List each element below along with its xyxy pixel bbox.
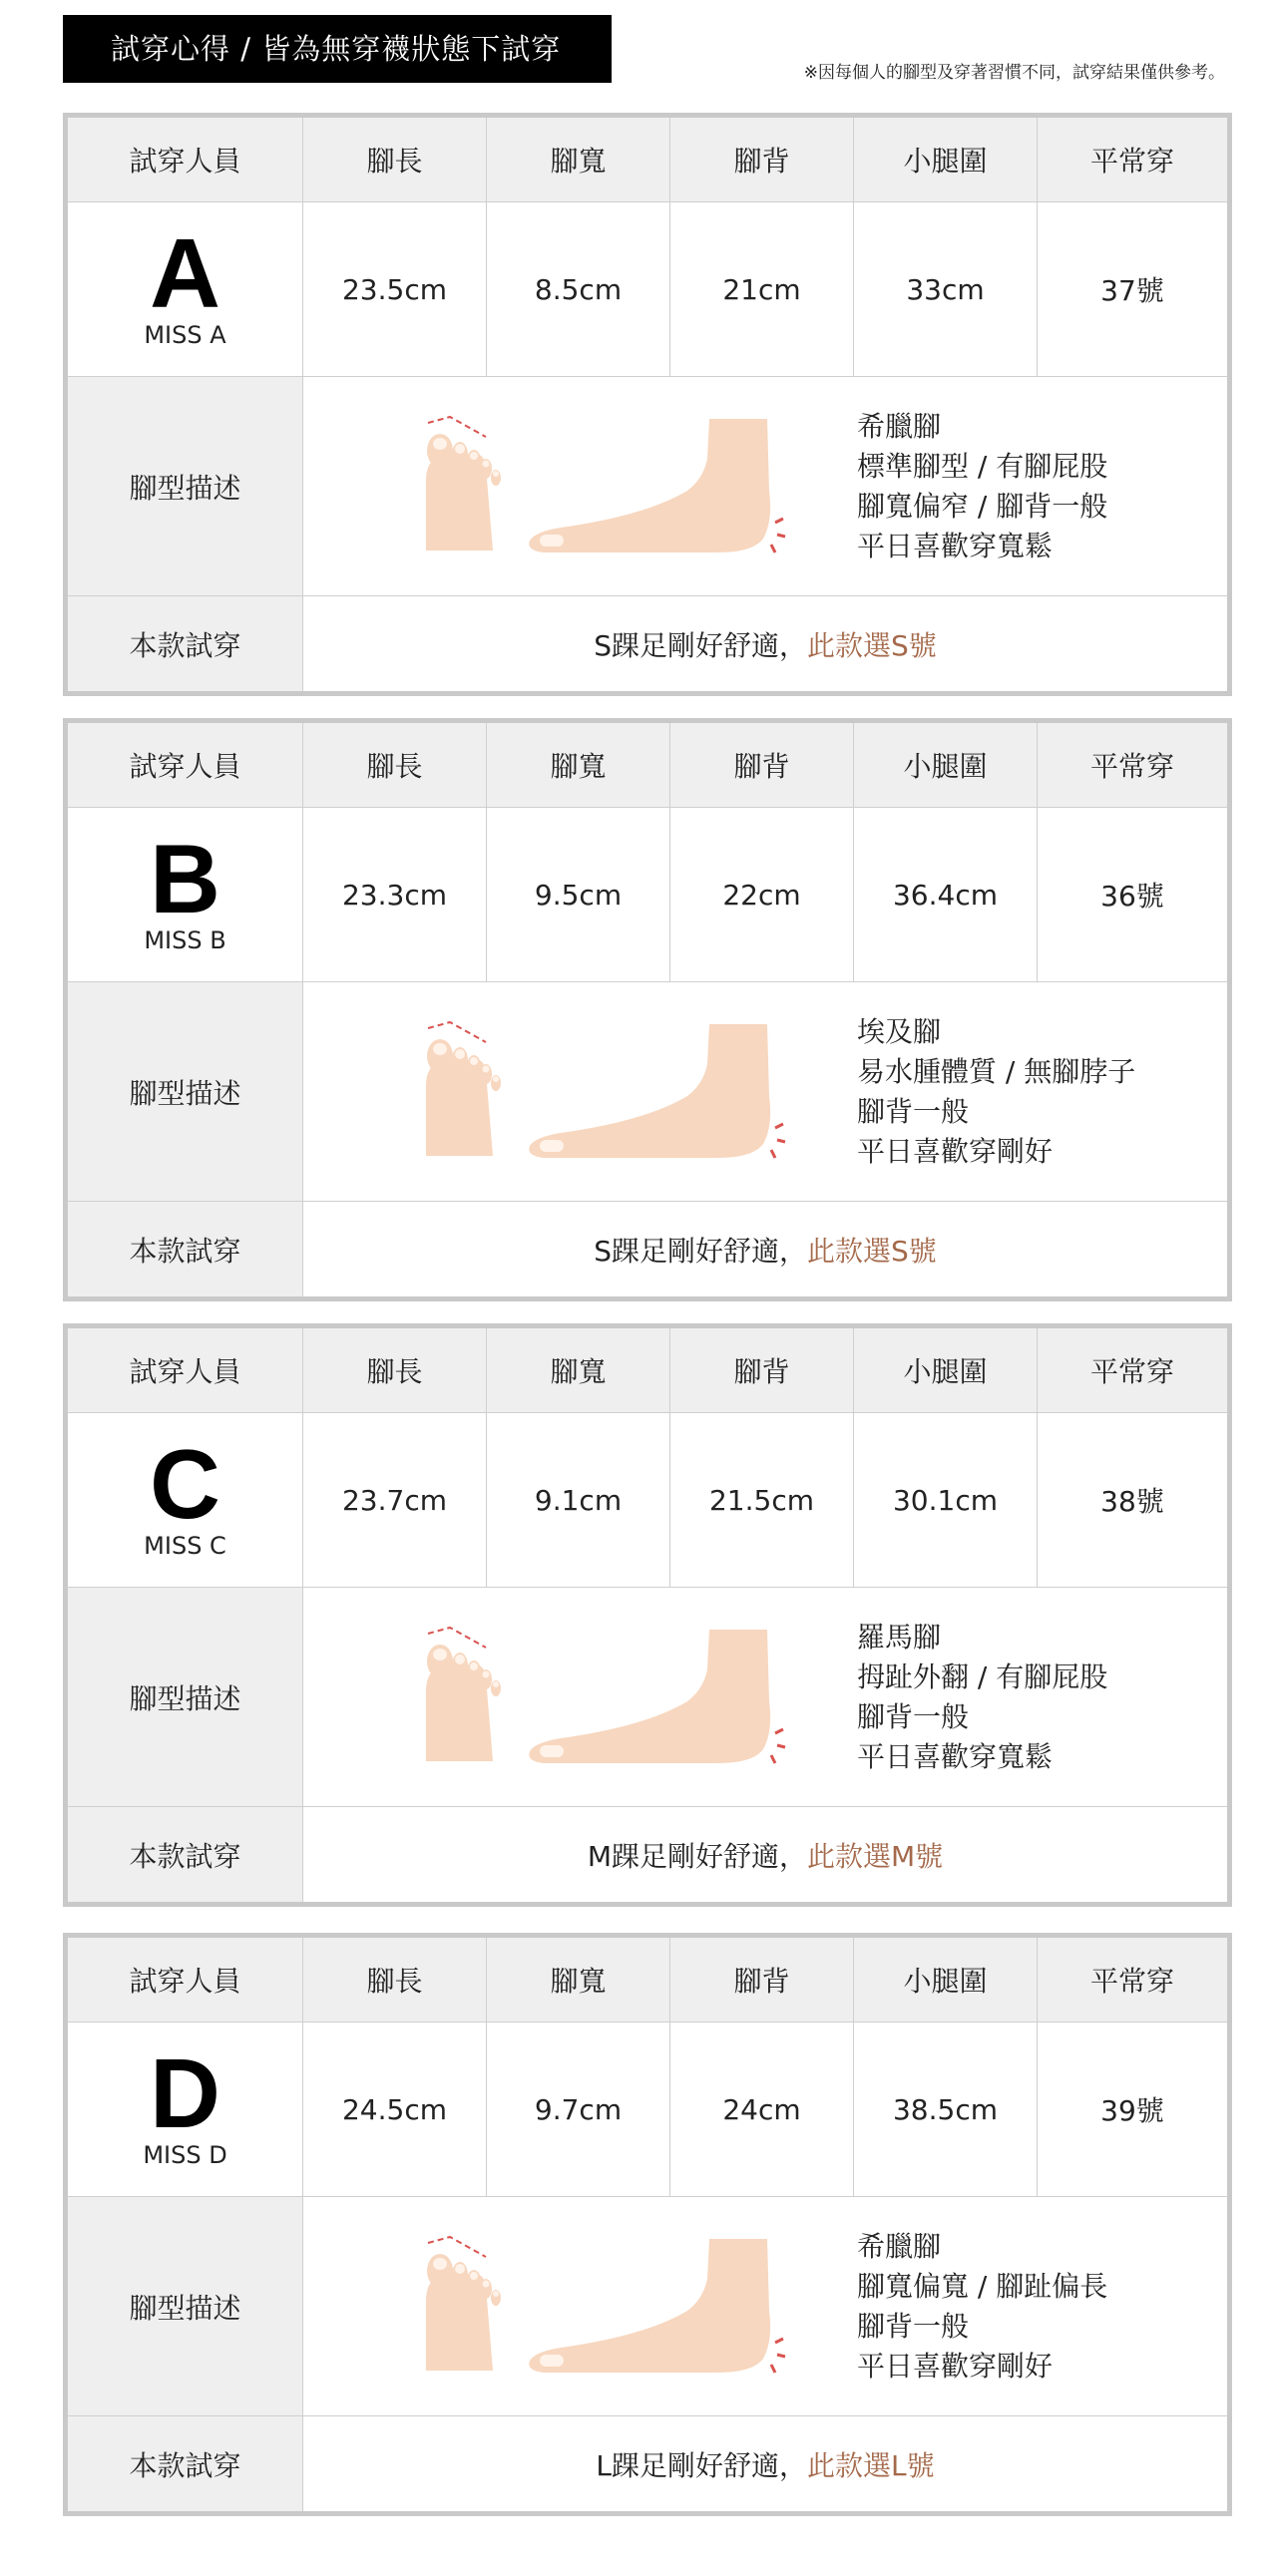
calf-value: 33cm [854, 202, 1038, 377]
fit-label: 本款試穿 [68, 596, 303, 691]
foot-trait: 拇趾外翻 / 有腳屁股 [857, 1660, 1108, 1693]
tester-table [68, 723, 1227, 1296]
fit-result [303, 1202, 1227, 1296]
foot-type: 希臘腳 [857, 2230, 942, 2263]
instep-value: 24cm [670, 2023, 854, 2197]
fit-text: M踝足剛好舒適， [587, 1839, 807, 1873]
column-header: 腳寬 [487, 1938, 670, 2023]
instep-value: 21.5cm [670, 1413, 854, 1588]
fit-result [303, 1807, 1227, 1902]
fit-label: 本款試穿 [68, 1202, 303, 1296]
tester-id [68, 1413, 303, 1588]
foot-length-value: 23.5cm [303, 202, 487, 377]
fit-label: 本款試穿 [68, 1807, 303, 1902]
foot-length-value: 23.3cm [303, 808, 487, 982]
fit-result [303, 2416, 1227, 2511]
column-header: 小腿圍 [854, 118, 1038, 202]
foot-trait: 腳背一般 [857, 1700, 970, 1733]
foot-front-view [426, 1022, 501, 1156]
foot-side-view [529, 1024, 785, 1158]
foot-length-value: 23.7cm [303, 1413, 487, 1588]
column-header: 腳寬 [487, 1328, 670, 1413]
disclaimer-note: ※因每個人的腳型及穿著習慣不同，試穿結果僅供參考。 [803, 63, 1225, 83]
column-header: 試穿人員 [68, 118, 303, 202]
fit-text: L踝足剛好舒適， [596, 2448, 807, 2482]
fit-size-highlight: 此款選S號 [807, 628, 937, 662]
description-label: 腳型描述 [68, 1588, 303, 1807]
fit-preference: 平日喜歡穿寬鬆 [857, 1740, 1054, 1773]
foot-side-view [529, 2239, 785, 2373]
usual-size-value: 38號 [1038, 1413, 1227, 1588]
foot-trait: 腳背一般 [857, 2310, 970, 2343]
foot-description [303, 982, 1227, 1202]
foot-illustration [418, 1016, 797, 1166]
tester-name: MISS A [144, 321, 226, 349]
foot-front-view [426, 417, 501, 551]
tester-table [68, 1328, 1227, 1902]
column-header: 平常穿 [1038, 723, 1227, 808]
tester-letter: C [150, 1429, 220, 1539]
foot-type: 羅馬腳 [857, 1621, 942, 1654]
fit-size-highlight: 此款選S號 [807, 1234, 937, 1268]
column-header: 小腿圍 [854, 723, 1038, 808]
column-header: 腳長 [303, 1938, 487, 2023]
column-header: 腳背 [670, 118, 854, 202]
tester-card-d [63, 1933, 1232, 2516]
column-header: 腳長 [303, 118, 487, 202]
foot-description-text [857, 2227, 1107, 2387]
foot-illustration [418, 2231, 797, 2381]
fit-size-highlight: 此款選M號 [807, 1839, 944, 1873]
foot-side-view [529, 1630, 785, 1763]
foot-side-view [529, 419, 785, 552]
tester-letter: A [150, 218, 220, 328]
column-header: 腳寬 [487, 723, 670, 808]
instep-value: 21cm [670, 202, 854, 377]
foot-description [303, 2197, 1227, 2416]
tester-name: MISS B [144, 926, 226, 954]
tester-table [68, 118, 1227, 691]
column-header: 腳長 [303, 723, 487, 808]
foot-description [303, 1588, 1227, 1807]
column-header: 腳背 [670, 1938, 854, 2023]
foot-width-value: 9.1cm [487, 1413, 670, 1588]
foot-trait: 標準腳型 / 有腳屁股 [857, 450, 1108, 483]
fit-result [303, 596, 1227, 691]
column-header: 腳寬 [487, 118, 670, 202]
tester-name: MISS D [143, 2141, 227, 2169]
calf-value: 36.4cm [854, 808, 1038, 982]
usual-size-value: 36號 [1038, 808, 1227, 982]
description-label: 腳型描述 [68, 2197, 303, 2416]
foot-illustration [418, 411, 797, 560]
fit-label: 本款試穿 [68, 2416, 303, 2511]
tester-table [68, 1938, 1227, 2511]
foot-description-text [857, 407, 1107, 566]
column-header: 平常穿 [1038, 118, 1227, 202]
fit-preference: 平日喜歡穿剛好 [857, 2350, 1054, 2383]
tester-id [68, 2023, 303, 2197]
foot-trait: 易水腫體質 / 無腳脖子 [857, 1055, 1136, 1088]
foot-front-view [426, 1628, 501, 1761]
page-title: 試穿心得 / 皆為無穿襪狀態下試穿 [63, 15, 612, 83]
foot-illustration [418, 1622, 797, 1771]
foot-description [303, 377, 1227, 596]
tester-card-b [63, 718, 1232, 1301]
foot-trait: 腳寬偏寬 / 腳趾偏長 [857, 2270, 1108, 2303]
foot-description-text [857, 1618, 1107, 1777]
fit-preference: 平日喜歡穿剛好 [857, 1135, 1054, 1168]
column-header: 平常穿 [1038, 1938, 1227, 2023]
foot-width-value: 8.5cm [487, 202, 670, 377]
column-header: 平常穿 [1038, 1328, 1227, 1413]
fit-preference: 平日喜歡穿寬鬆 [857, 530, 1054, 562]
usual-size-value: 39號 [1038, 2023, 1227, 2197]
column-header: 小腿圍 [854, 1328, 1038, 1413]
foot-description-text [857, 1012, 1135, 1172]
column-header: 試穿人員 [68, 1328, 303, 1413]
foot-width-value: 9.5cm [487, 808, 670, 982]
foot-trait: 腳寬偏窄 / 腳背一般 [857, 490, 1108, 523]
foot-trait: 腳背一般 [857, 1095, 970, 1128]
foot-type: 埃及腳 [857, 1015, 942, 1048]
tester-letter: B [150, 824, 220, 933]
instep-value: 22cm [670, 808, 854, 982]
column-header: 小腿圍 [854, 1938, 1038, 2023]
fit-text: S踝足剛好舒適， [594, 1234, 807, 1268]
tester-id [68, 202, 303, 377]
foot-width-value: 9.7cm [487, 2023, 670, 2197]
foot-length-value: 24.5cm [303, 2023, 487, 2197]
fit-size-highlight: 此款選L號 [807, 2448, 935, 2482]
calf-value: 30.1cm [854, 1413, 1038, 1588]
description-label: 腳型描述 [68, 377, 303, 596]
foot-type: 希臘腳 [857, 410, 942, 443]
fit-text: S踝足剛好舒適， [594, 628, 807, 662]
column-header: 腳長 [303, 1328, 487, 1413]
tester-name: MISS C [144, 1532, 226, 1560]
calf-value: 38.5cm [854, 2023, 1038, 2197]
tester-id [68, 808, 303, 982]
column-header: 試穿人員 [68, 1938, 303, 2023]
description-label: 腳型描述 [68, 982, 303, 1202]
column-header: 試穿人員 [68, 723, 303, 808]
tester-card-c [63, 1323, 1232, 1907]
usual-size-value: 37號 [1038, 202, 1227, 377]
tester-card-a [63, 113, 1232, 696]
tester-letter: D [150, 2038, 220, 2148]
foot-front-view [426, 2237, 501, 2371]
column-header: 腳背 [670, 723, 854, 808]
column-header: 腳背 [670, 1328, 854, 1413]
